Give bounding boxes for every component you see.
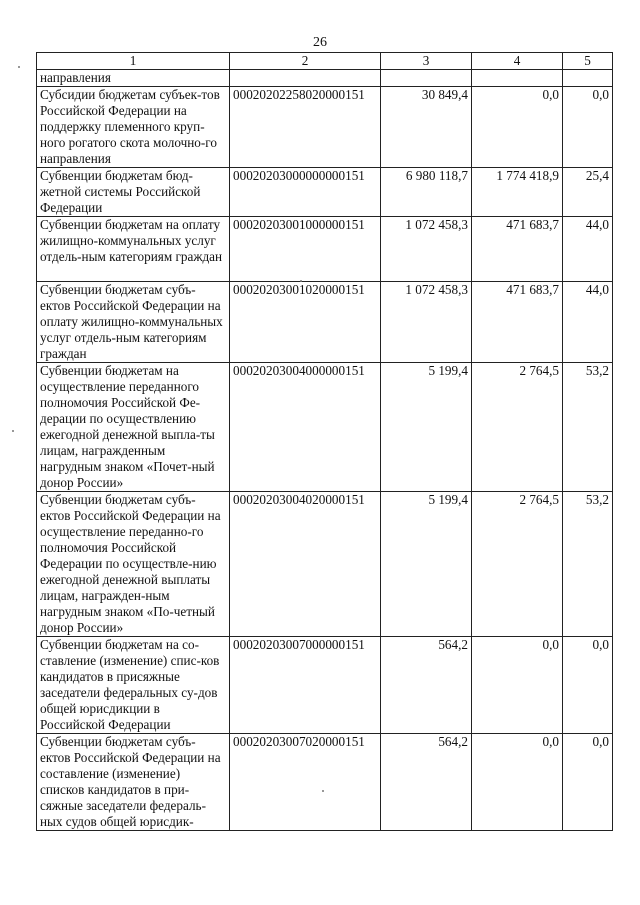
table-row [37, 70, 613, 87]
row-description: Субвенции бюджетам бюд-жетной системы Российской Федерации [37, 168, 230, 217]
row-value-4: 2 764,5 [472, 363, 563, 492]
row-value-3: 5 199,4 [381, 492, 472, 637]
row-value-4: 0,0 [472, 87, 563, 168]
page-number: 26 [313, 35, 327, 50]
row-code: 00020202258020000151 [230, 87, 381, 168]
table-header-row [37, 53, 613, 70]
row-code: 00020203004000000151 [230, 363, 381, 492]
row-value-5: 0,0 [563, 87, 613, 168]
scan-speck [322, 790, 324, 792]
table-row [37, 217, 613, 282]
row-value-5: 53,2 [563, 363, 613, 492]
row-value-3: 6 980 118,7 [381, 168, 472, 217]
column-header-4: 4 [472, 53, 563, 70]
row-description: Субвенции бюджетам на со-ставление (изменение) спис-ков кандидатов в присяжные заседатели федеральных су-дов общей юрисдикции в Российской Федерации [37, 637, 230, 734]
row-description: Субсидии бюджетам субъек-тов Российской Федерации на поддержку племенного круп-ного рогатого скота молочно-го направления [37, 87, 230, 168]
row-value-3: 1 072 458,3 [381, 282, 472, 363]
row-value-4: 471 683,7 [472, 217, 563, 282]
row-value-5: 44,0 [563, 282, 613, 363]
row-value-4: 471 683,7 [472, 282, 563, 363]
row-value-3: 30 849,4 [381, 87, 472, 168]
column-header-5: 5 [563, 53, 613, 70]
row-description: Субвенции бюджетам субъ-ектов Российской Федерации на оплату жилищно-коммунальных услуг отдель-ным категориям граждан [37, 282, 230, 363]
table-row [37, 734, 613, 831]
table-row [37, 492, 613, 637]
row-value-4: 2 764,5 [472, 492, 563, 637]
row-description: Субвенции бюджетам субъ-ектов Российской Федерации на составление (изменение) списков кандидатов в при-сяжные заседатели федераль-ных судов общей юрисдик- [37, 734, 230, 831]
row-value-3: 564,2 [381, 734, 472, 831]
row-value-5: 25,4 [563, 168, 613, 217]
row-value-4 [472, 70, 563, 87]
scan-speck [12, 430, 14, 432]
row-code: 00020203007020000151 [230, 734, 381, 831]
row-value-3: 564,2 [381, 637, 472, 734]
row-value-3 [381, 70, 472, 87]
row-value-4: 1 774 418,9 [472, 168, 563, 217]
row-value-3: 5 199,4 [381, 363, 472, 492]
scan-speck [18, 66, 20, 68]
row-code: 00020203001000000151 [230, 217, 381, 282]
row-description: Субвенции бюджетам субъ-ектов Российской Федерации на осуществление переданно-го полномочия Российской Федерации по осуществле-нию ежегодной денежной выплаты лицам, награжден-ным нагрудным знаком «По-четный донор России» [37, 492, 230, 637]
column-header-2: 2 [230, 53, 381, 70]
row-description: Субвенции бюджетам на оплату жилищно-коммунальных услуг отдель-ным категориям граждан [37, 217, 230, 282]
table-row [37, 87, 613, 168]
row-value-5: 53,2 [563, 492, 613, 637]
row-value-4: 0,0 [472, 637, 563, 734]
column-header-1: 1 [37, 53, 230, 70]
row-description: направления [37, 70, 230, 87]
column-header-3: 3 [381, 53, 472, 70]
row-value-4: 0,0 [472, 734, 563, 831]
row-value-5: 44,0 [563, 217, 613, 282]
row-value-5: 0,0 [563, 637, 613, 734]
row-code [230, 70, 381, 87]
row-code: 00020203004020000151 [230, 492, 381, 637]
row-value-3: 1 072 458,3 [381, 217, 472, 282]
table-row [37, 363, 613, 492]
row-value-5: 0,0 [563, 734, 613, 831]
row-description: Субвенции бюджетам на осуществление переданного полномочия Российской Фе-дерации по осуществлению ежегодной денежной выпла-ты лицам, награжденным нагрудным знаком «Почет-ный донор России» [37, 363, 230, 492]
budget-table [36, 52, 613, 831]
row-value-5 [563, 70, 613, 87]
scan-speck [300, 280, 302, 282]
row-code: 00020203001020000151 [230, 282, 381, 363]
table-row [37, 168, 613, 217]
row-code: 00020203000000000151 [230, 168, 381, 217]
table-row [37, 637, 613, 734]
row-code: 00020203007000000151 [230, 637, 381, 734]
table-row [37, 282, 613, 363]
